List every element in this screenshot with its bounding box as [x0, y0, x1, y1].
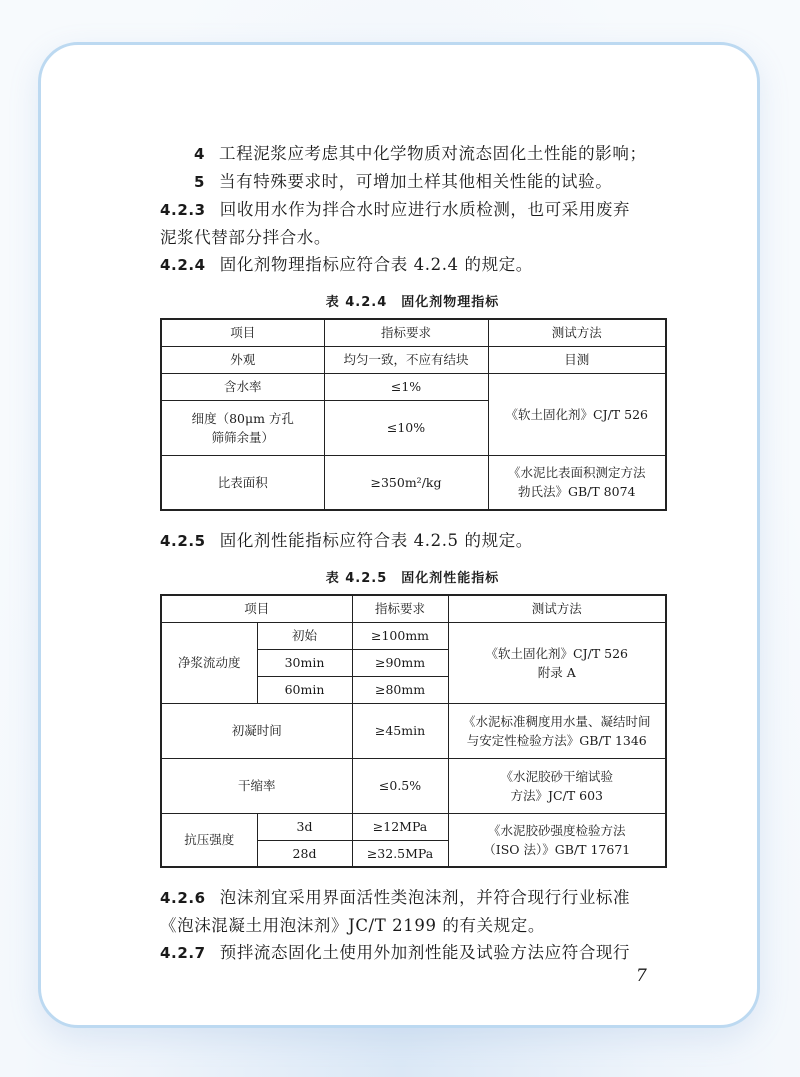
table-cell: ≥100mm — [352, 622, 448, 649]
table-cell: 细度（80μm 方孔 筛筛余量） — [161, 400, 324, 455]
physical-index-table — [160, 318, 667, 511]
table-cell: 抗压强度 — [161, 813, 257, 867]
table-cell: 3d — [257, 813, 352, 840]
clause-4-2-7: 4.2.7 预拌流态固化土使用外加剂性能及试验方法应符合现行 — [160, 943, 631, 962]
table-cell: 30min — [257, 649, 352, 676]
table-caption: 表 4.2.4 固化剂物理指标 — [325, 295, 500, 310]
table-cell: ≥32.5MPa — [352, 840, 448, 867]
table-cell: 《软土固化剂》CJ/T 526 — [488, 373, 666, 455]
table-cell: ≥45min — [352, 703, 448, 758]
table-cell: 比表面积 — [161, 455, 324, 510]
table-header-row — [161, 319, 666, 346]
table-header: 测试方法 — [488, 319, 666, 346]
list-item: 5 当有特殊要求时，可增加土样其他相关性能的试验。 — [194, 172, 613, 191]
table-row — [161, 813, 666, 840]
document-body — [160, 140, 665, 967]
table-row — [161, 373, 666, 400]
table-caption: 表 4.2.5 固化剂性能指标 — [325, 571, 500, 586]
table-row — [161, 703, 666, 758]
table-cell: ≥80mm — [352, 676, 448, 703]
table-cell: 《水泥比表面积测定方法 勃氏法》GB/T 8074 — [488, 455, 666, 510]
page-number: 7 — [636, 966, 647, 986]
table-cell: 外观 — [161, 346, 324, 373]
table-header-row — [161, 595, 666, 622]
table-header: 项目 — [161, 319, 324, 346]
table-cell: 含水率 — [161, 373, 324, 400]
table-cell: 《软土固化剂》CJ/T 526 附录 A — [448, 622, 666, 703]
table-cell: 《水泥胶砂干缩试验 方法》JC/T 603 — [448, 758, 666, 813]
table-row — [161, 346, 666, 373]
clause-4-2-4: 4.2.4 固化剂物理指标应符合表 4.2.4 的规定。 — [160, 255, 533, 274]
table-row — [161, 758, 666, 813]
table-cell: ≤1% — [324, 373, 488, 400]
table-cell: 均匀一致，不应有结块 — [324, 346, 488, 373]
table-cell: ≥12MPa — [352, 813, 448, 840]
table-cell: 60min — [257, 676, 352, 703]
table-cell: ≥350m²/kg — [324, 455, 488, 510]
clause-4-2-6-continued: 《泡沫混凝土用泡沫剂》JC/T 2199 的有关规定。 — [160, 916, 545, 935]
clause-4-2-3-continued: 泥浆代替部分拌合水。 — [160, 228, 331, 247]
table-header: 测试方法 — [448, 595, 666, 622]
table-row — [161, 455, 666, 510]
table-cell: 初始 — [257, 622, 352, 649]
table-header: 指标要求 — [324, 319, 488, 346]
table-cell: 《水泥胶砂强度检验方法 （ISO 法）》GB/T 17671 — [448, 813, 666, 867]
table-cell: 干缩率 — [161, 758, 352, 813]
table-cell: ≤0.5% — [352, 758, 448, 813]
table-cell: 《水泥标准稠度用水量、凝结时间 与安定性检验方法》GB/T 1346 — [448, 703, 666, 758]
performance-index-table — [160, 594, 667, 868]
list-item: 4 工程泥浆应考虑其中化学物质对流态固化土性能的影响； — [194, 144, 647, 163]
table-cell: 初凝时间 — [161, 703, 352, 758]
clause-4-2-6: 4.2.6 泡沫剂宜采用界面活性类泡沫剂，并符合现行行业标准 — [160, 888, 631, 907]
table-row — [161, 622, 666, 649]
clause-4-2-3: 4.2.3 回收用水作为拌合水时应进行水质检测，也可采用废弃 — [160, 200, 631, 219]
table-header: 指标要求 — [352, 595, 448, 622]
clause-4-2-5: 4.2.5 固化剂性能指标应符合表 4.2.5 的规定。 — [160, 531, 533, 550]
table-cell: 目测 — [488, 346, 666, 373]
table-cell: 28d — [257, 840, 352, 867]
table-header: 项目 — [161, 595, 352, 622]
table-cell: ≤10% — [324, 400, 488, 455]
table-cell: ≥90mm — [352, 649, 448, 676]
table-cell: 净浆流动度 — [161, 622, 257, 703]
